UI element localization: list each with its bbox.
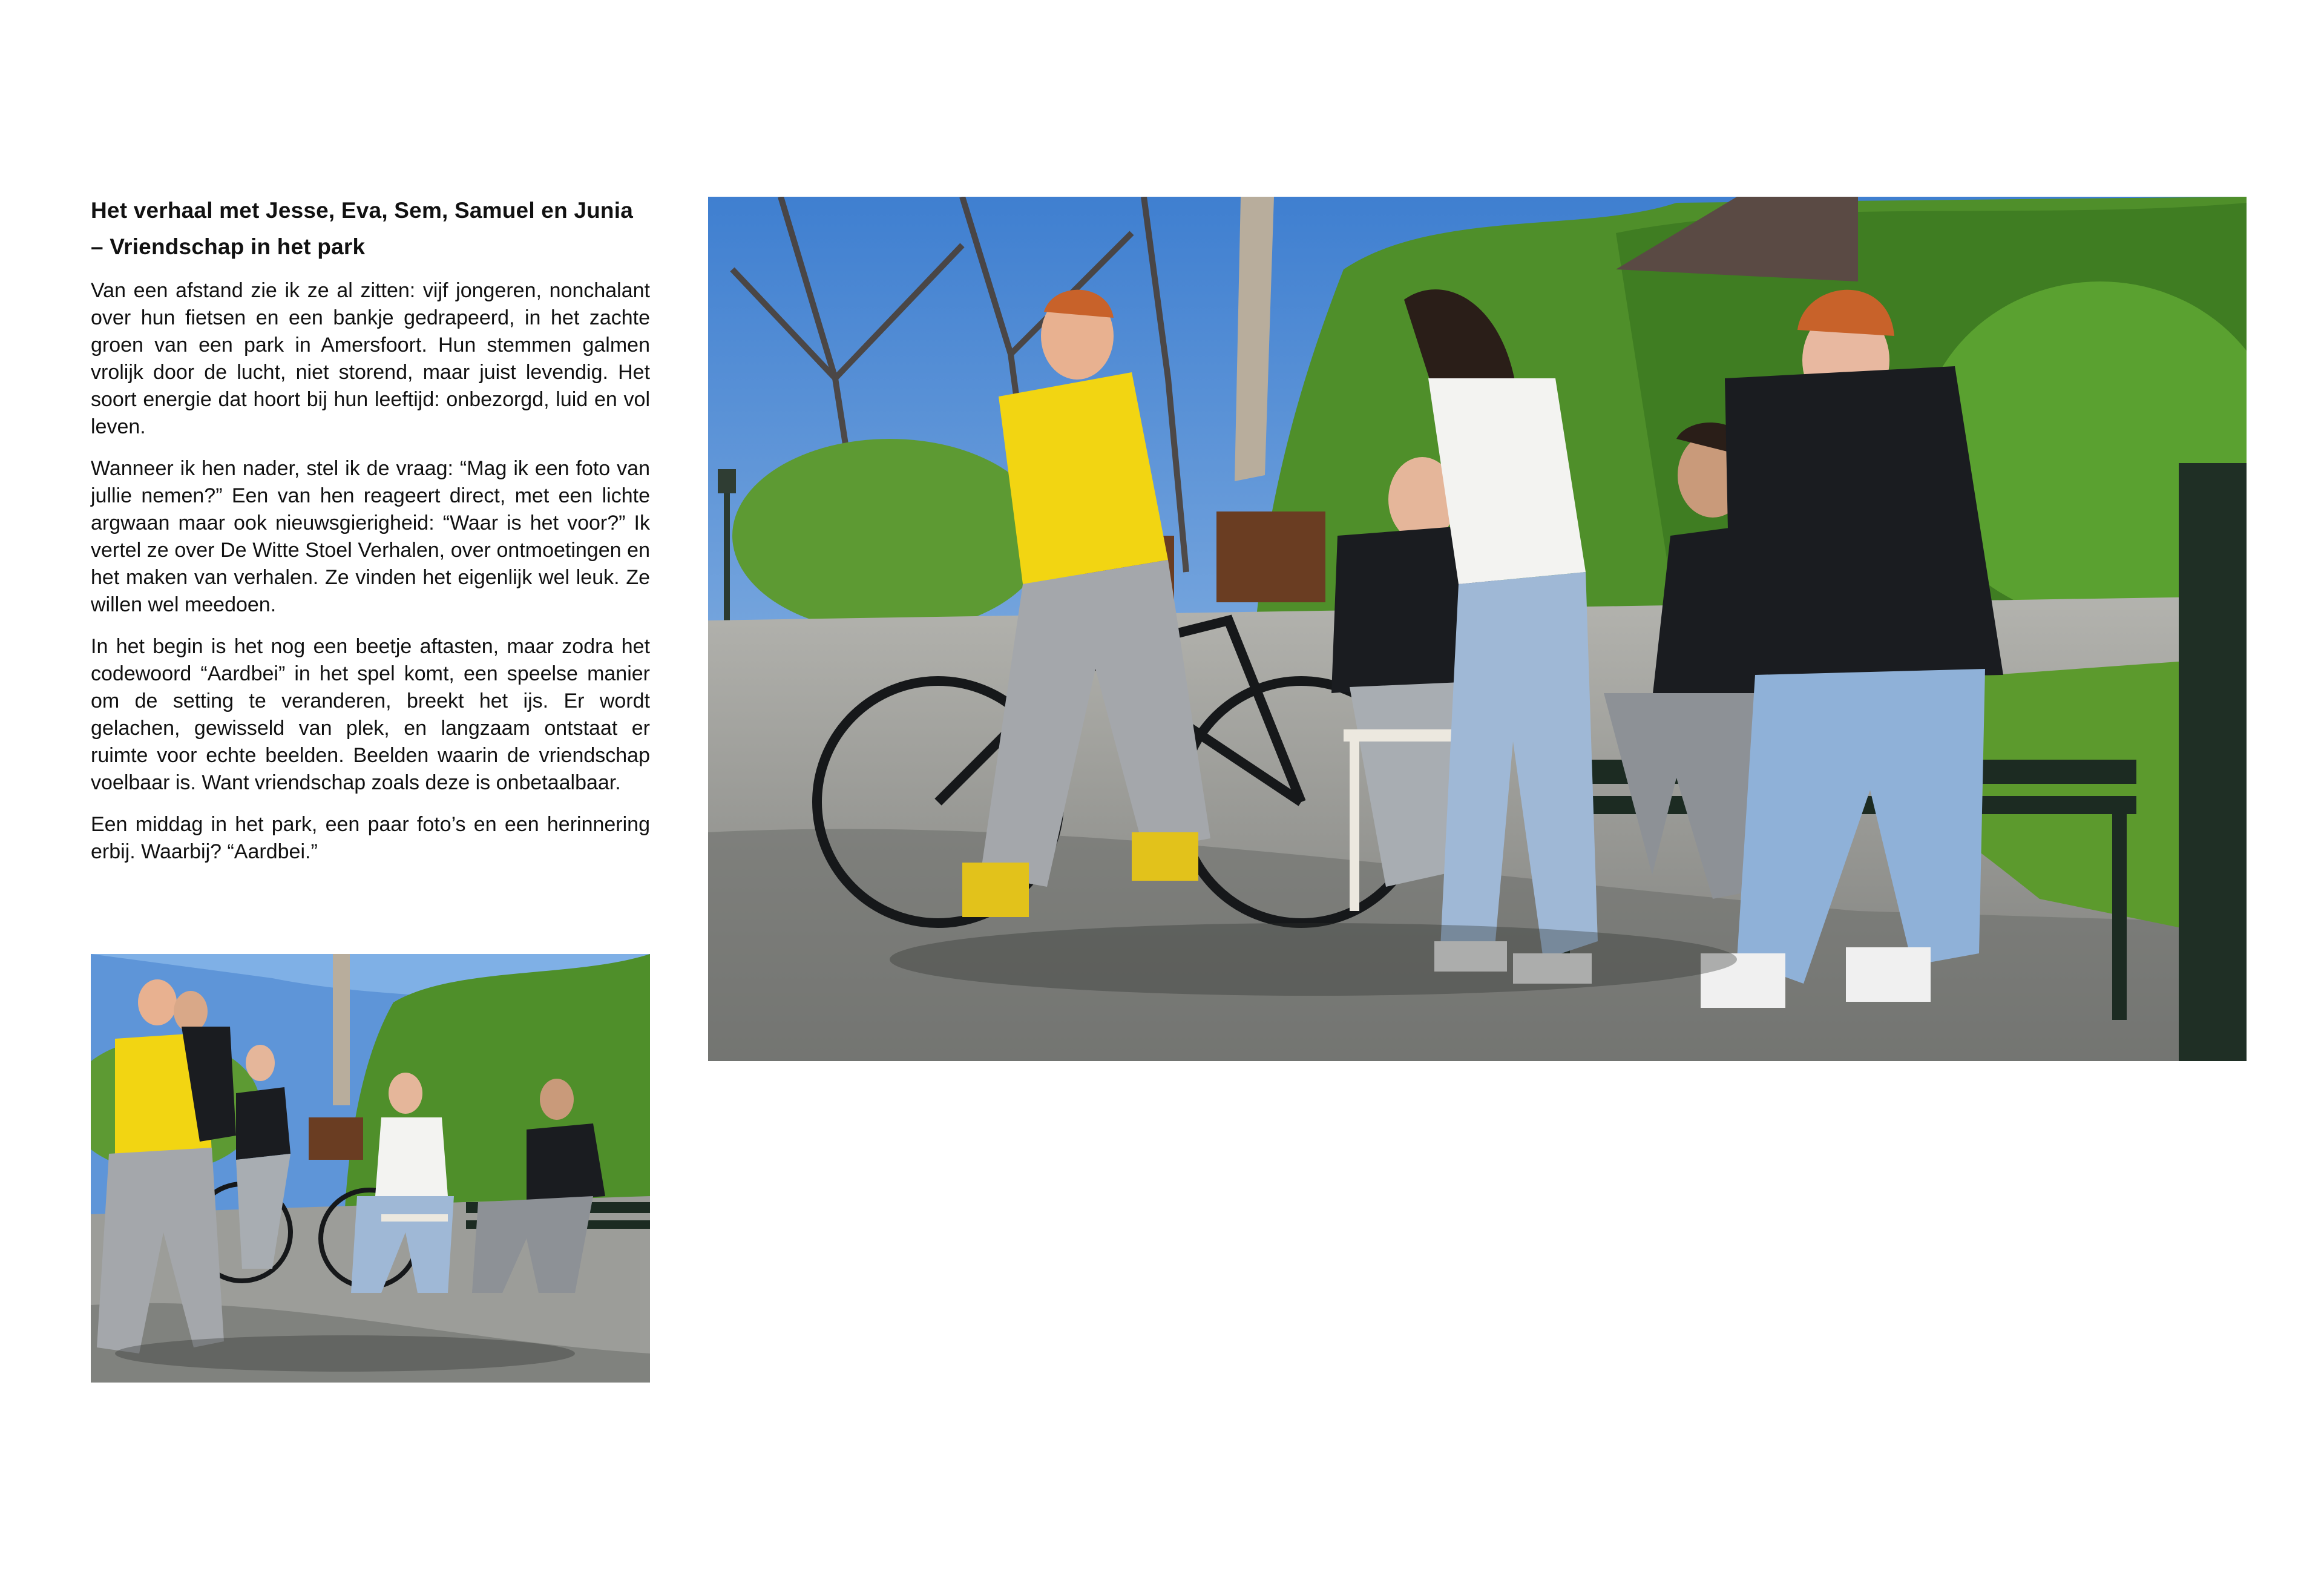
paragraph-1: Van een afstand zie ik ze al zitten: vijf jongeren, nonchalant over hun fietsen en een bankje gedrapeerd, in het zachte groen van een park in Amersfoort. Hun stemmen galmen vrolijk door de lucht, niet storend, maar juist levendig. Het soort energie dat hoort bij hun leeftijd: onbezorgd, luid en vol leven. xyxy=(91,279,650,438)
group-portrait-illustration xyxy=(91,954,650,1383)
paragraph-3: In het begin is het nog een beetje aftasten, maar zodra het codewoord “Aardbei” in het spel komt, een speelse manier om de setting te veranderen, breekt het ijs. Er wordt gelachen, gewisseld van plek, en langzaam ontstaat er ruimte voor echte beelden. Beelden waarin de vriendschap voelbaar is. Want vriendschap zoals deze is onbetaalbaar. xyxy=(91,635,650,794)
paragraph-4: Een middag in het park, een paar foto’s en een herinnering erbij. Waarbij? “Aardbei.” xyxy=(91,813,650,863)
article-text xyxy=(91,192,650,880)
small-photo xyxy=(91,954,650,1383)
article-title: Het verhaal met Jesse, Eva, Sem, Samuel en Junia – Vriendschap in het park xyxy=(91,198,633,259)
main-photo xyxy=(708,197,2247,1061)
paragraph-2: Wanneer ik hen nader, stel ik de vraag: “Mag ik een foto van jullie nemen?” Een van hen reageert direct, met een lichte argwaan maar ook nieuwsgierigheid: “Waar is het voor?” Ik vertel ze over De Witte Stoel Verhalen, over ontmoetingen en het maken van verhalen. Ze vinden het eigenlijk wel leuk. Ze willen wel meedoen. xyxy=(91,457,650,616)
park-scene-illustration xyxy=(708,197,2247,1061)
